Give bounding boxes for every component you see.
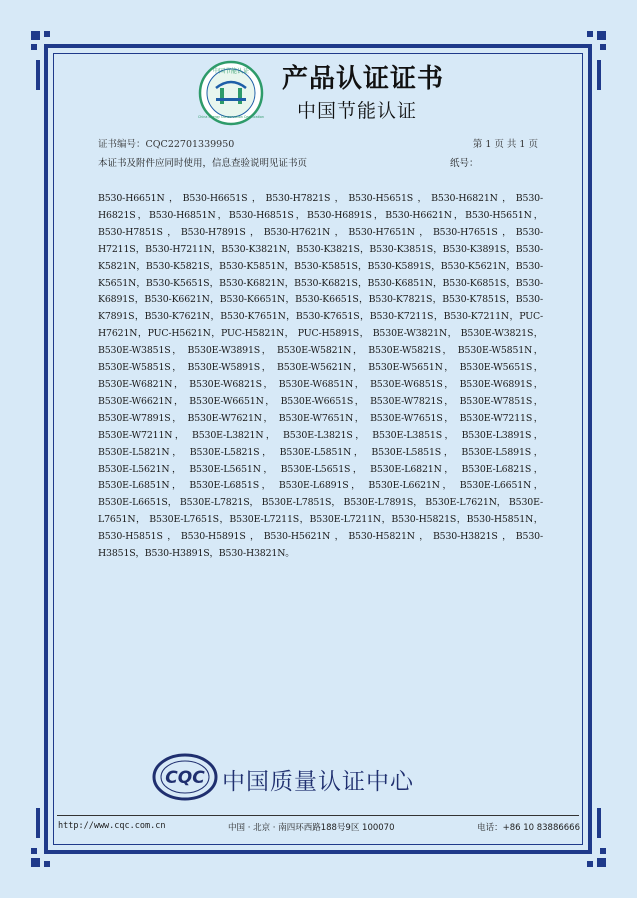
svg-text:China Energy Conservation Cert: China Energy Conservation Certification bbox=[198, 115, 264, 119]
telephone: 电话：+86 10 83886666 bbox=[477, 823, 580, 833]
certificate-title: 产品认证证书 bbox=[282, 64, 445, 94]
corner-ornament bbox=[587, 861, 593, 867]
model-list: B530-H6651N，B530-H6651S，B530-H7821S，B530-H5651S，B530-H6821N，B530-H6821S，B530-H6851N，B530-H6851S，B530-H6891S，B530-H6621N，B530-H5651N，B530-H7851S，B530-H7891S，B530-H7621N，B530-H7651N，B530-H7651S，B530-H7211S，B530-H7211N，B530-K3821N，B530-K3821S，B530-K3851S，B530-K3891S，B530-K5821N，B530-K5821S，B530-K5851N，B530-K5851S，B530-K5891S，B530-K5621N，B530-K5651N，B530-K5651S，B530-K6821N，B530-K6821S，B530-K6851N，B530-K6851S，B530-K6891S，B530-K6621N，B530-K6651N，B530-K6651S，B530-K7821S，B530-K7851S，B530-K7891S，B530-K7621N，B530-K7651N，B530-K7651S，B530-K7211S，B530-K7211N，PUC-H7621N，PUC-H5621N，PUC-H5821N， PUC-H5891S， B530E-W3821N， B530E-W3821S， B530E-W3851S， B530E-W3891S， B530E-W5821N， B530E-W5821S， B530E-W5851N， B530E-W5851S， B530E-W5891S， B530E-W5621N， B530E-W5651N， B530E-W5651S， B530E-W6821N， B530E-W6821S， B530E-W6851N， B530E-W6851S， B530E-W6891S， B530E-W6621N， B530E-W6651N， B530E-W6651S， B530E-W7821S， B530E-W7851S， B530E-W7891S， B530E-W7621N， B530E-W7651N， B530E-W7651S， B530E-W7211S， B530E-W7211N， B530E-L3821N， B530E-L3821S， B530E-L3851S， B530E-L3891S， B530E-L5821N， B530E-L5821S， B530E-L5851N， B530E-L5851S， B530E-L5891S， B530E-L5621N， B530E-L5651N， B530E-L5651S， B530E-L6821N， B530E-L6821S， B530E-L6851N， B530E-L6851S， B530E-L6891S， B530E-L6621N， B530E-L6651N， B530E-L6651S， B530E-L7821S， B530E-L7851S， B530E-L7891S， B530E-L7621N， B530E-L7651N， B530E-L7651S，B530E-L7211S，B530E-L7211N，B530-H5821S，B530-H5851N，B530-H5851S，B530-H5891S，B530-H5621N，B530-H5821N，B530-H3821S，B530-H3851S，B530-H3891S，B530-H3821N。 bbox=[98, 193, 543, 560]
organization-name: 中国质量认证中心 bbox=[222, 769, 414, 795]
corner-ornament bbox=[597, 858, 606, 867]
website-link[interactable]: http://www.cqc.com.cn bbox=[58, 821, 166, 831]
border-ornament bbox=[36, 60, 40, 90]
paper-number-label: 纸号： bbox=[450, 158, 479, 169]
address: 中国 · 北京 · 南四环西路188号9区 100070 bbox=[228, 823, 395, 833]
footer-divider bbox=[57, 815, 579, 816]
corner-ornament bbox=[44, 31, 50, 37]
page-info: 第 1 页 共 1 页 bbox=[472, 139, 538, 150]
corner-ornament bbox=[600, 848, 606, 854]
corner-ornament bbox=[31, 858, 40, 867]
usage-notice: 本证书及附件应同时使用，信息查验说明见证书页 bbox=[98, 158, 308, 169]
certificate-number: 证书编号：CQC22701339950 bbox=[98, 139, 235, 150]
cqc-logo bbox=[152, 752, 218, 802]
border-ornament bbox=[36, 808, 40, 838]
certificate-subtitle: 中国节能认证 bbox=[297, 100, 418, 122]
border-ornament bbox=[597, 60, 601, 90]
svg-text:CQC: CQC bbox=[165, 768, 205, 788]
corner-ornament bbox=[587, 31, 593, 37]
corner-ornament bbox=[44, 861, 50, 867]
svg-text:中国节能认证: 中国节能认证 bbox=[212, 68, 250, 75]
corner-ornament bbox=[31, 848, 37, 854]
border-ornament bbox=[597, 808, 601, 838]
corner-ornament bbox=[31, 44, 37, 50]
corner-ornament bbox=[597, 31, 606, 40]
corner-ornament bbox=[600, 44, 606, 50]
corner-ornament bbox=[31, 31, 40, 40]
energy-conservation-logo bbox=[198, 60, 264, 126]
